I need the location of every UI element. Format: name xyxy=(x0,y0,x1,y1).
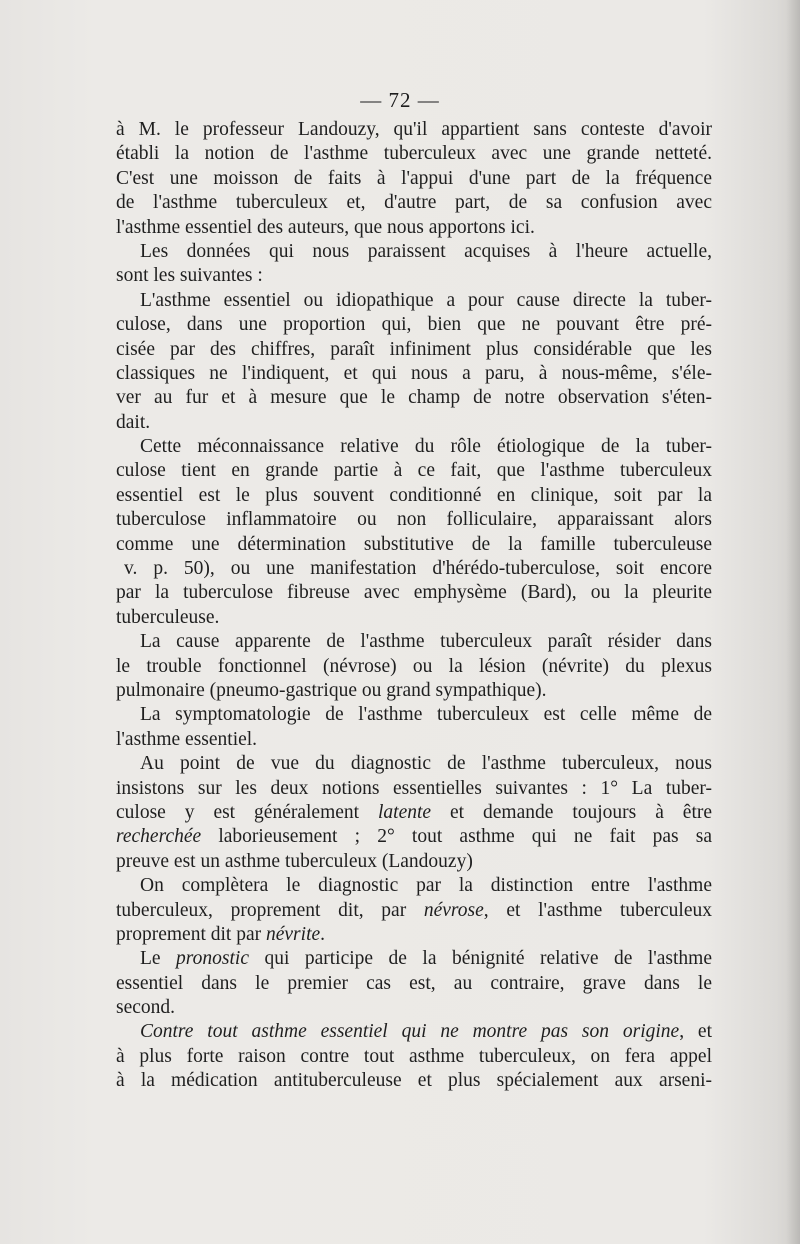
text-line: preuve est un asthme tuberculeux (Landouzy) xyxy=(116,850,473,872)
italic-term: névrose xyxy=(423,899,484,921)
text-line: à plus forte raison contre tout asthme tuberculeux, on fera appel xyxy=(116,1045,712,1067)
text-line: l'asthme essentiel des auteurs, que nous apportons ici. xyxy=(116,216,535,238)
text-line: de l'asthme tuberculeux et, d'autre part, de sa confusion avec xyxy=(116,192,712,214)
text-line: pulmonaire (pneumo-gastrique ou grand sympathique). xyxy=(116,679,547,701)
text-line: par la tuberculose fibreuse avec emphysème (Bard), ou la pleurite xyxy=(116,582,712,604)
text-line xyxy=(116,947,712,971)
page-number: — 72 — xyxy=(360,88,440,112)
italic-term: latente xyxy=(378,801,432,823)
text-line: l'asthme essentiel. xyxy=(116,728,258,750)
text-line: essentiel dans le premier cas est, au contraire, grave dans le xyxy=(116,972,712,994)
text-line: Au point de vue du diagnostic de l'asthme tuberculeux, nous xyxy=(140,753,712,775)
text-line: C'est une moisson de faits à l'appui d'une part de la fréquence xyxy=(116,167,712,189)
text-line: le trouble fonctionnel (névrose) ou la lésion (névrite) du plexus xyxy=(116,655,712,677)
page-edge-shadow xyxy=(786,0,800,1244)
text-run: et demande toujours à être xyxy=(431,801,713,823)
text-line: ver au fur et à mesure que le champ de notre observation s'éten- xyxy=(116,387,712,409)
text-line: On complètera le diagnostic par la distinction entre l'asthme xyxy=(140,875,712,897)
text-line xyxy=(116,1020,712,1044)
text-run: , et l'asthme tuberculeux xyxy=(483,899,712,921)
text-line: cisée par des chiffres, paraît infiniment plus considérable que les xyxy=(116,338,712,360)
text-run: proprement dit par xyxy=(116,923,266,945)
italic-term: recherchée xyxy=(116,826,202,848)
text-run: laborieusement ; 2° tout asthme qui ne fait pas sa xyxy=(201,826,712,848)
text-line: La cause apparente de l'asthme tuberculeux paraît résider dans xyxy=(140,631,712,653)
text-run: tuberculeux, proprement dit, par xyxy=(116,899,424,921)
italic-term: pronostic xyxy=(176,948,249,970)
text-line xyxy=(116,801,712,825)
text-run: . xyxy=(320,923,326,945)
body-text xyxy=(116,118,712,1094)
text-run: Le xyxy=(140,948,177,970)
text-line: à M. le professeur Landouzy, qu'il appartient sans conteste d'avoir xyxy=(116,119,712,140)
text-line: établi la notion de l'asthme tuberculeux avec une grande netteté. xyxy=(116,143,712,165)
text-line xyxy=(116,923,712,947)
text-line: v. p. 50), ou une manifestation d'hérédo-tuberculose, soit encore xyxy=(124,558,712,580)
text-line xyxy=(116,899,712,923)
text-line: à la médication antituberculeuse et plus spécialement aux arseni- xyxy=(116,1070,712,1092)
text-line: La symptomatologie de l'asthme tuberculeux est celle même de xyxy=(140,704,712,726)
text-line: culose, dans une proportion qui, bien que ne pouvant être pré- xyxy=(116,314,712,336)
text-line: culose tient en grande partie à ce fait, que l'asthme tuberculeux xyxy=(116,460,712,482)
text-run: culose y est généralement xyxy=(116,801,378,823)
text-line: tuberculeuse. xyxy=(116,606,220,628)
text-line: L'asthme essentiel ou idiopathique a pour cause directe la tuber- xyxy=(140,289,712,311)
text-line: Les données qui nous paraissent acquises à l'heure actuelle, xyxy=(140,240,712,262)
text-line: second. xyxy=(116,997,176,1019)
text-run: , et xyxy=(679,1021,712,1043)
text-line: dait. xyxy=(116,411,151,433)
text-line: classiques ne l'indiquent, et qui nous a paru, à nous-même, s'éle- xyxy=(116,362,712,384)
text-line: insistons sur les deux notions essentielles suivantes : 1° La tuber- xyxy=(116,777,712,799)
italic-term: névrite xyxy=(266,923,321,945)
text-line: comme une détermination substitutive de la famille tuberculeuse xyxy=(116,533,712,555)
text-line: sont les suivantes : xyxy=(116,265,263,287)
italic-term: Contre tout asthme essentiel qui ne montre pas son origine xyxy=(140,1021,680,1043)
text-line xyxy=(116,825,712,849)
text-line: tuberculose inflammatoire ou non folliculaire, apparaissant alors xyxy=(116,509,712,531)
text-run: qui participe de la bénignité relative de l'asthme xyxy=(249,948,712,970)
text-line: essentiel est le plus souvent conditionné en clinique, soit par la xyxy=(116,484,712,506)
text-line: Cette méconnaissance relative du rôle étiologique de la tuber- xyxy=(140,436,712,458)
